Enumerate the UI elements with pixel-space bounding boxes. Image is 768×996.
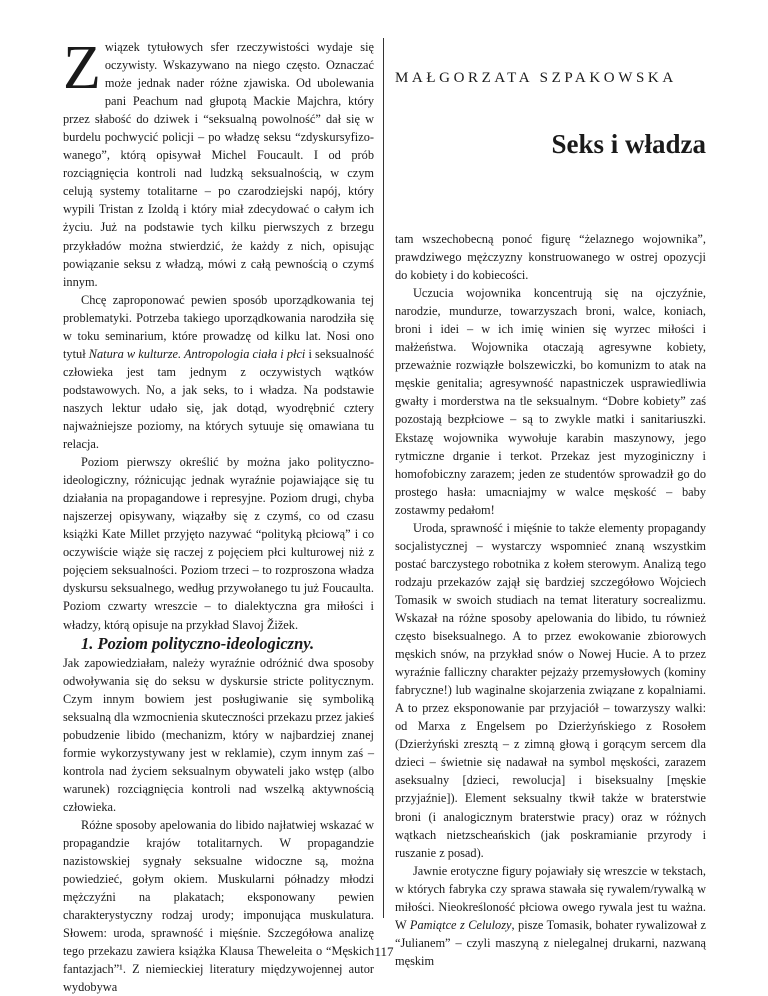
paragraph-erotic-text-a: Jawnie erotyczne figury pojawiały się wreszcie w tekstach, w których fabryka czy sprawa stawała się rywalem/rywalką w miłości. Nieokreśloność płciowa owego rywala jest tu ważna. W bbox=[395, 863, 706, 932]
seminar-title: Natura w kulturze. Antropologia ciała i płci bbox=[88, 346, 306, 361]
paragraph-seminar bbox=[63, 291, 374, 453]
paragraph-warrior-feelings: Uczucia wojownika koncentrują się na ojczyźnie, narodzie, mundurze, towarzyszach broni, walce, koniach, broni i idei – w ich imię winien się wyrzec miłości i małżeństwa. Wojownika otaczają agresywne kobiety, przeważnie rozwiązłe bolszewiczki, bo komunizm to atak na męskie genitalia; agresywność napastniczek usprawiedliwia gwałty i morderstwa na tle seksualnym. “Dobre kobiety” zaś pozostają bezpłciowe – są to zwykle matki i sanitariuszki. Ekstazę wojownika wywołuje karabin maszynowy, jego rytmiczne drganie i terkot. Przekaz jest myzoginiczny i homofobiczny zarazem; jeden ze studentów sprowadził go do prostego hasła: umacniajmy w walce męskość – baby zostawmy pedałom! bbox=[395, 286, 706, 517]
author-name: MAŁGORZATA SZPAKOWSKA bbox=[395, 70, 677, 86]
paragraph-warrior-figure: tam wszechobecną ponoć figurę “żelaznego wojownika”, prawdziwego mężczyzny konstruowanego w ostrej opozycji do kobiety i do kobiecości. bbox=[395, 232, 706, 283]
title-spacer bbox=[395, 160, 706, 230]
intro-paragraph-text: wiązek tytułowych sfer rzeczywistości wydaje się oczywisty. Wskazywano na niego często. Oznaczać może jednak nader różne zjawiska. Od ubolewania pani Peachum nad głupotą Mackie Majchra, który przez słabość do dziwek i “seksualną powolność” dał się w burdelu pochwycić policji – po władzę seksu “zdyskursyfizo-wanego”, którą opisywał Michel Foucault. I od prób rozciągnięcia kontroli nad ludzką seksualnością, w czym celują systemy totalitarne – po czarodziejski napój, który wypili Tristan z Izoldą i który miał zdecydować o całym ich życiu. Już na podstawie tych kilku pierwszych z brzegu przykładów można stwierdzić, że każdy z nich, opisując powiązanie seksu z władzą, mówi z całą pewnością o czymś innym. bbox=[63, 40, 374, 289]
paragraph-socialist-propaganda: Uroda, sprawność i mięśnie to także elementy propagandy socjalistycznej – wystarczy wspomnieć znaną wszystkim postać barczystego robotnika z kołem sterowym. Analizą tego rodzaju przekazów zajął się bardziej szczegółowo Wojciech Tomasik w swoich studiach na temat literatury socrealizmu. Wskazał na różne sposoby apelowania do libido, tu również często biseksualnego. A to przez ewokowanie zbiorowych męskich snów, na przykład snów o Nowej Hucie. A to przez wyraźnie falliczny charakter pejzaży przemysłowych (kominy fabryczne!) lub waginalne skojarzenia związane z kopalniami. A to przez eksponowanie par przyjaciół – towarzyszy walki: od Marxa z Engelsem po Dzierżyńskiego z Rosołem (Dzierżyński zresztą – z zimną głową i gorącym sercem dla dzieci – świetnie się nadawał na symbol męskości, zarazem aseksualny [dzieci, rewolucja] i biseksualny [męskie przyjaźnie]). Element seksualny tkwił także w braterstwie broni (i analogicznym braterstwie pracy) oraz w różnych wątkach nietzscheańskich (jak poskramianie przyrody i ruszanie z posad). bbox=[395, 520, 706, 860]
section-heading: 1. Poziom polityczno-ideologiczny. bbox=[81, 633, 315, 653]
article-title: Seks i władza bbox=[551, 129, 706, 159]
paragraph-levels: Poziom pierwszy określić by można jako polityczno-ideologiczny, różnicując jednak wyraźnie pojawiające się tu działania na propagandowe i represyjne. Poziom drugi, chyba najszerzej opisywany, wiązałby się z czymś, co od czasu książki Kate Millet przyjęto nazywać “polityką płciową” i co oczywiście wiąże się raczej z pojęciem płci kulturowej niż z pojęciem seksualności. Poziom trzeci – to rozproszona władza dyskursu seksualnego, według przywołanego tu już Foucaulta. Poziom czwarty wreszcie – to dialektyczna gra miłości i władzy, którą opisuje na przykład Slavoj Žižek. bbox=[63, 455, 374, 632]
column-divider bbox=[383, 38, 384, 918]
paragraph-seminar-text-a: Chcę zaproponować pewien sposób uporządkowania tej problematyki. Potrzeba takiego uporządkowania narodziła się w toku seminarium, które prowadzę od kilku lat. Nosi ono tytuł bbox=[63, 292, 374, 361]
drop-cap: Z bbox=[63, 34, 101, 102]
paragraph-seminar-text-b: i seksualność człowieka jest tam jednym z oczywistych wątków podstawowych. No, a jak seks, to i władza. Na podstawie naszych lektur udało się, jak dotąd, wyodrębnić cztery najważniejsze poziomy, na których sytuuje się omawiana tu relacja. bbox=[63, 346, 375, 452]
left-column bbox=[63, 34, 375, 996]
intro-paragraph bbox=[63, 34, 374, 291]
book-title: Pamiątce z Celulozy bbox=[409, 917, 512, 932]
page-number: 117 bbox=[374, 944, 394, 959]
paragraph-propaganda: Różne sposoby apelowania do libido najłatwiej wskazać w propagandzie krajów totalitarnych. W propagandzie nazistowskiej sygnały seksualne widoczne są, można powiedzieć, gołym okiem. Muskularni półnadzy młodzi mężczyźni na plakatach; eksponowany pewien charakterystyczny rodzaj urody; imponująca muskulatura. Słowem: uroda, sprawność i mięśnie. Szczegółowa analizę tego przekazu zawiera książka Klausa Theweleita o “Męskich fantazjach”¹. Z niemieckiej literatury międzywojennej autor wydobywa bbox=[63, 817, 374, 995]
paragraph-political: Jak zapowiedziałam, należy wyraźnie odróżnić dwa sposoby odwoływania się do seksu w dyskursie stricte politycznym. Czym innym bowiem jest posługiwanie się symboliką seksualną dla wzmocnienia skuteczności przekazu przez jakieś pobudzenie libido (mechanizm, który w najbardziej znanej formie wykorzystywany jest w reklamie), czym innym zaś – kontrola nad życiem seksualnym obywateli jako wstęp (albo warunek) rozciągnięcia kontroli nad wszelką aktywnością człowieka. bbox=[63, 655, 374, 814]
right-column bbox=[395, 38, 706, 970]
paragraph-erotic-text-b: , pisze Tomasik, bohater rywalizował z “Julianem” – czyli maszyną z nielegalnej drukarni, nazwaną męskim bbox=[395, 917, 707, 968]
